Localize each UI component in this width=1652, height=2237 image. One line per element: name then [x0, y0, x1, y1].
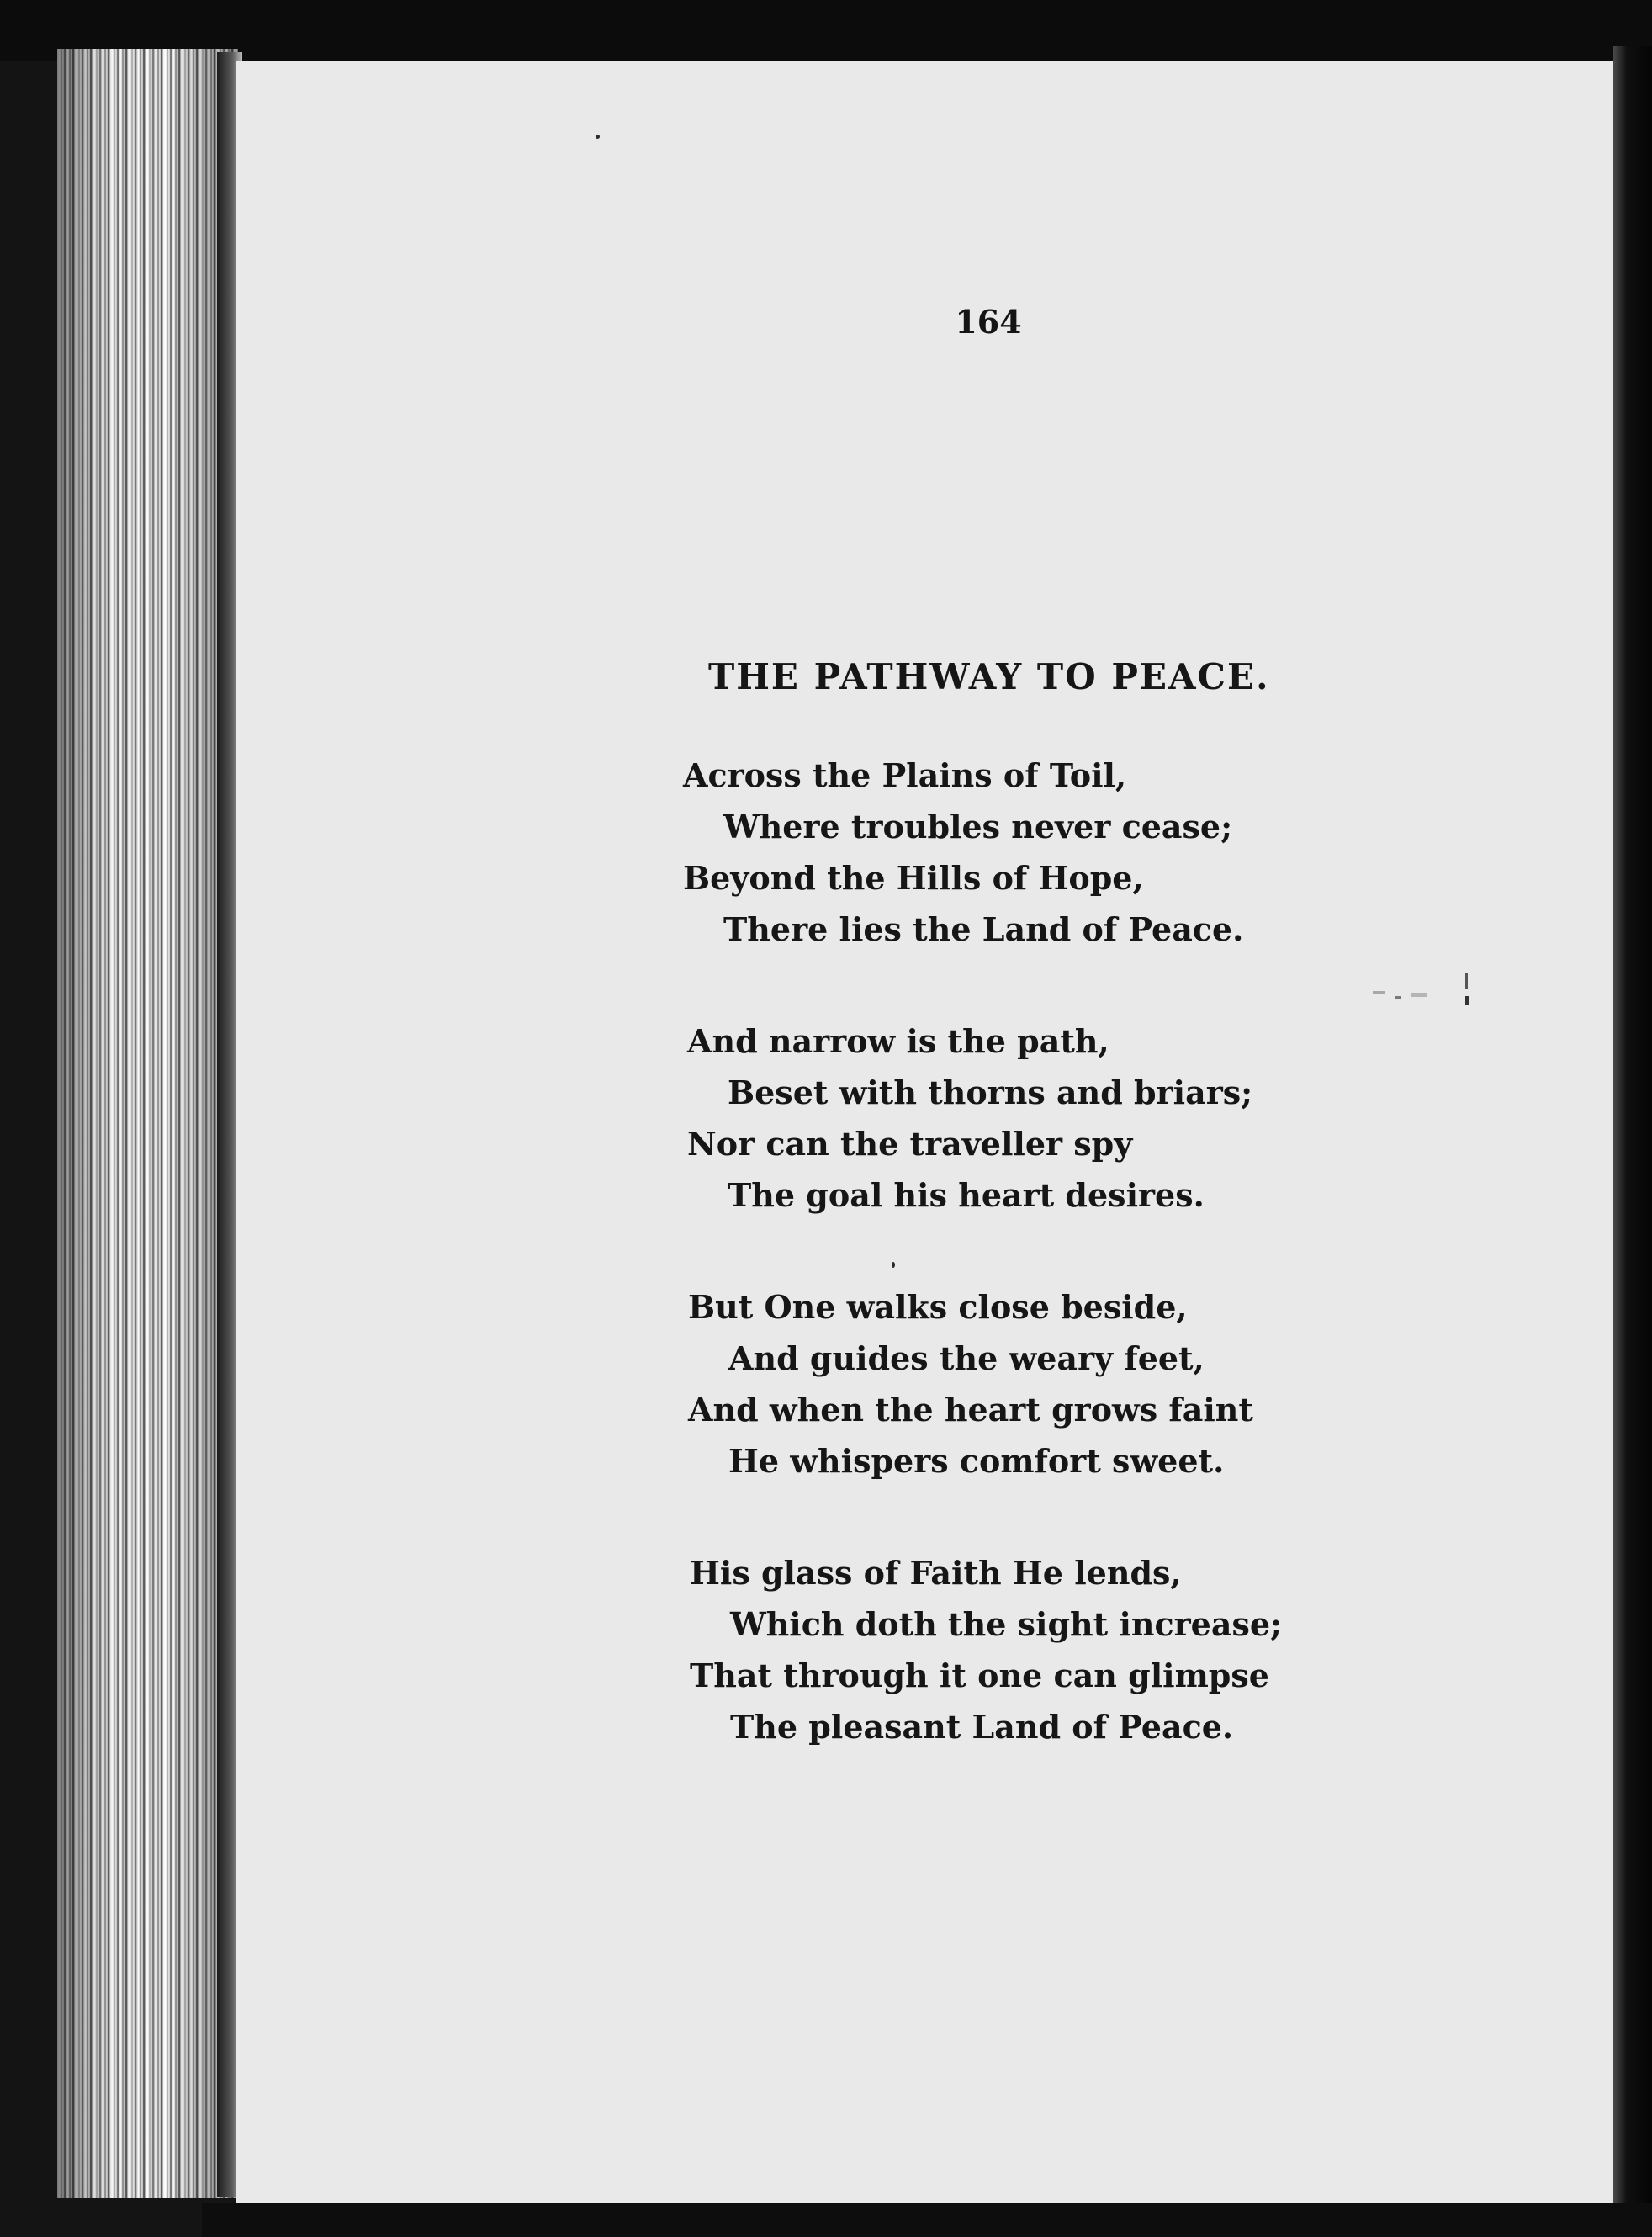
- scan-right-border: [1613, 46, 1652, 2237]
- poem: [683, 656, 1282, 1813]
- page-number: 164: [955, 303, 1022, 341]
- poem-line: He whispers comfort sweet.: [728, 1442, 1225, 1480]
- poem-title: THE PATHWAY TO PEACE.: [708, 656, 1270, 697]
- stanza: [683, 750, 1282, 955]
- stanza: [690, 1547, 1282, 1752]
- poem-line: Which doth the sight increase;: [730, 1605, 1283, 1643]
- poem-line: That through it one can glimpse: [690, 1657, 1269, 1694]
- poem-line: And guides the weary feet,: [728, 1339, 1205, 1377]
- poem-line: And narrow is the path,: [687, 1022, 1109, 1060]
- ink-speck: [596, 135, 600, 139]
- poem-line: Where troubles never cease;: [723, 808, 1233, 846]
- poem-line: There lies the Land of Peace.: [723, 910, 1244, 948]
- poem-line: But One walks close beside,: [688, 1288, 1188, 1326]
- poem-line: Across the Plains of Toil,: [683, 756, 1127, 794]
- margin-smudge-marks: [1366, 967, 1475, 1018]
- stanza: [688, 1281, 1282, 1487]
- poem-line: Nor can the traveller spy: [687, 1125, 1133, 1163]
- scan-bottom-border: [202, 2203, 1652, 2237]
- margin-smudge: [1366, 967, 1475, 1018]
- poem-line: Beyond the Hills of Hope,: [683, 859, 1144, 897]
- poem-line: The goal his heart desires.: [728, 1176, 1205, 1214]
- poem-line: His glass of Faith He lends,: [690, 1554, 1182, 1592]
- stanza: [687, 1015, 1282, 1221]
- scan-top-border: [0, 0, 1652, 61]
- book-page-edges: [57, 49, 238, 2198]
- poem-line: Beset with thorns and briars;: [728, 1073, 1253, 1111]
- poem-line: And when the heart grows faint: [688, 1391, 1253, 1429]
- poem-line: The pleasant Land of Peace.: [730, 1708, 1234, 1746]
